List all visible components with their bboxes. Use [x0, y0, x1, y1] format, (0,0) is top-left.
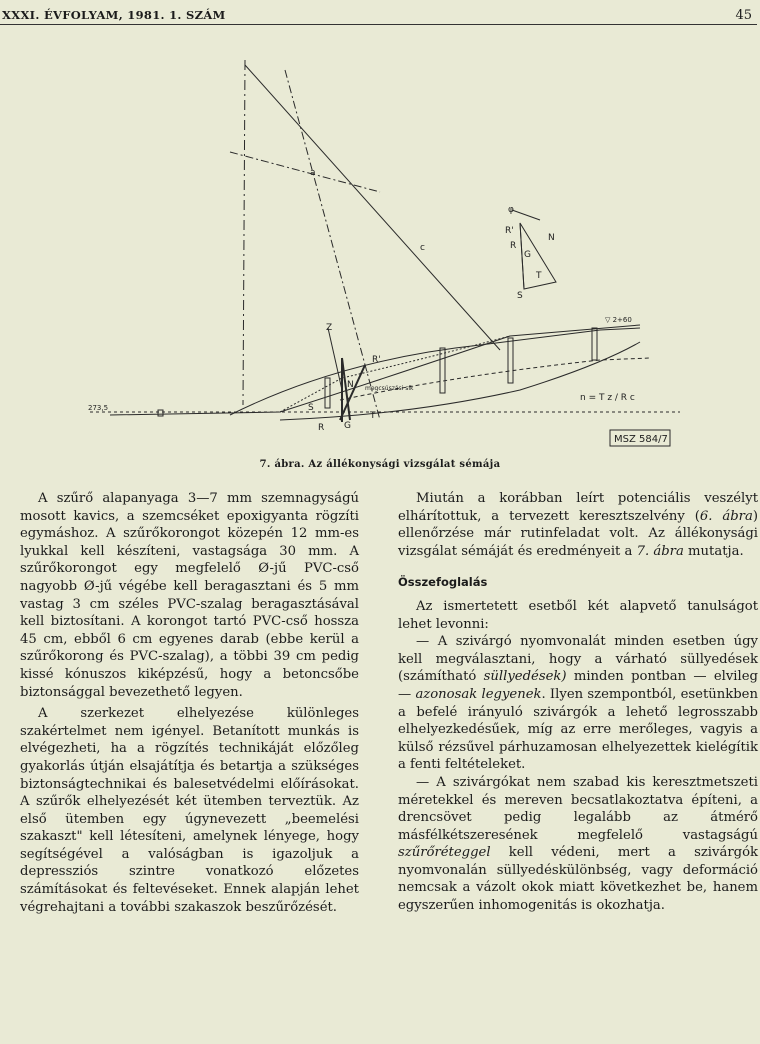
summary-intro: Az ismertetett esetből két alapvető tanulságot lehet levonni: — [398, 598, 758, 632]
label-phi: φ — [508, 205, 514, 215]
level-right-label: ▽ 2+60 — [605, 316, 632, 324]
label-g: G — [344, 421, 351, 431]
weight-arm-line — [285, 70, 380, 420]
safety-formula: n = T z / R c — [580, 393, 635, 403]
paragraph-installation: A szerkezet elhelyezése különleges szakértelmet nem igényel. Betanított munkás is elvégezheti, ha a rögzítés technikáját előzőleg gyakorlás útján elsajátítja és betartja a szükséges biztonságtechnikai és balesetvédelmi előírásokat. A szűrők elhelyezését két ütemben terveztük. Az első ütemben egy úgynevezett „beemelési szakaszt" kell létesíteni, amelynek lényege, hogy segítségével a valóságban is igazoljuk a depressziós szintre vonatkozó előzetes számításokat és feltevéseket. Ennek alapján lehet végrehajtani a további szakaszok beszűrőzését. — [20, 706, 359, 915]
label-r: R — [318, 423, 325, 433]
label-r-prime: R' — [372, 355, 381, 365]
drain-left — [158, 410, 163, 416]
summary-point-1: — A szivárgó nyomvonalát minden esetben úgy kell megválasztani, hogy a várható süllyedések (számítható süllyedések) minden pontban — elvileg — azonosak legyenek. Ilyen szempontból, esetünkben a befelé irányuló szivárgók a lehető legrosszabb elhelyezkedésűek, míg az erre merőleges, vagyis a külső rézsűvel párhuzamosan elhelyezettek kielégítik a fenti feltételeket. — [398, 634, 758, 773]
label-c: c — [420, 243, 425, 253]
stability-diagram — [80, 60, 680, 455]
level-left-label: 273,5 — [88, 404, 109, 412]
triangle-label-g: G — [524, 250, 531, 260]
drain-1 — [325, 378, 330, 408]
label-n: N — [347, 380, 354, 390]
figure-reference-7: 7. ábra — [636, 543, 684, 559]
page-number: 45 — [735, 8, 752, 23]
arm-a-line — [230, 152, 380, 192]
radius-line-right — [245, 65, 500, 350]
triangle-label-n: N — [548, 233, 555, 243]
label-z: Z — [326, 323, 333, 333]
figure-reference-6: 6. ábra — [699, 508, 753, 524]
header-rule — [0, 24, 757, 25]
right-column — [398, 490, 758, 915]
figure-caption: 7. ábra. Az állékonysági vizsgálat sémája — [259, 459, 501, 470]
paragraph-intro: Miután a korábban leírt potenciális veszélyt elhárítottuk, a tervezett keresztszelvény (6. ábra) ellenőrzése már rutinfeladat volt. Az állékonysági vizsgálat sémáját és eredményeit a 7. ábra mutatja. — [398, 491, 758, 559]
triangle-label-r-prime: R' — [505, 226, 514, 236]
label-a: a — [310, 168, 316, 178]
triangle-label-s: S — [517, 291, 523, 301]
section-title: Összefoglalás — [398, 575, 488, 590]
journal-issue-line: XXXI. ÉVFOLYAM, 1981. 1. SZÁM — [2, 8, 226, 22]
slip-plane-label: megcsúszási sík — [365, 385, 414, 392]
radius-line-left — [243, 60, 245, 405]
triangle-label-r: R — [510, 241, 517, 251]
left-column — [20, 490, 359, 916]
msz-stamp: MSZ 584/7 — [614, 434, 668, 445]
label-t: T — [370, 411, 376, 421]
embankment-surface — [230, 328, 640, 415]
summary-point-2: — A szivárgókat nem szabad kis keresztmetszeti méretekkel és mereven becsatlakoztatva építeni, a drencsövet pedig legalább az átmérő másfélkétszeresének megfelelő vastagságú szűrőréteggel kell védeni, mert a szivárgók nyomvonalán süllyedéskülönbség, vagy deformáció nemcsak a vázolt okok miatt következhet be, hanem egyszerűen inhomogenitás is okozhatja. — [398, 774, 758, 914]
drain-4 — [592, 328, 597, 360]
drain-3 — [508, 338, 513, 383]
label-s: S — [308, 403, 314, 413]
triangle-phi-line — [512, 210, 540, 220]
triangle-label-t: T — [536, 271, 542, 281]
paragraph-filter-material: A szűrő alapanyaga 3—7 mm szemnagyságú mosott kavics, a szemcséket epoxigyanta rögzíti egymáshoz. A szűrőkorongot közepén 12 mm-es lyukkal kell készíteni, vastagsága 30 mm. A szűrőkorongot egy megfelelő Ø-jű PVC-cső nagyobb Ø-jű végébe kell beragasztani és 5 mm vastag 3 cm széles PVC-szalag beragasztásával kell biztosítani. A korongot tartó PVC-cső hossza 45 cm, ebből 6 cm egyenes darab (ebbe kerül a szűrőkorong és PVC-szalag), a többi 39 cm pedig kissé kónuszos kiképzésű, hogy a betoncsőbe biztonsággal bevezethető legyen. — [20, 491, 359, 700]
drain-2 — [440, 348, 445, 393]
